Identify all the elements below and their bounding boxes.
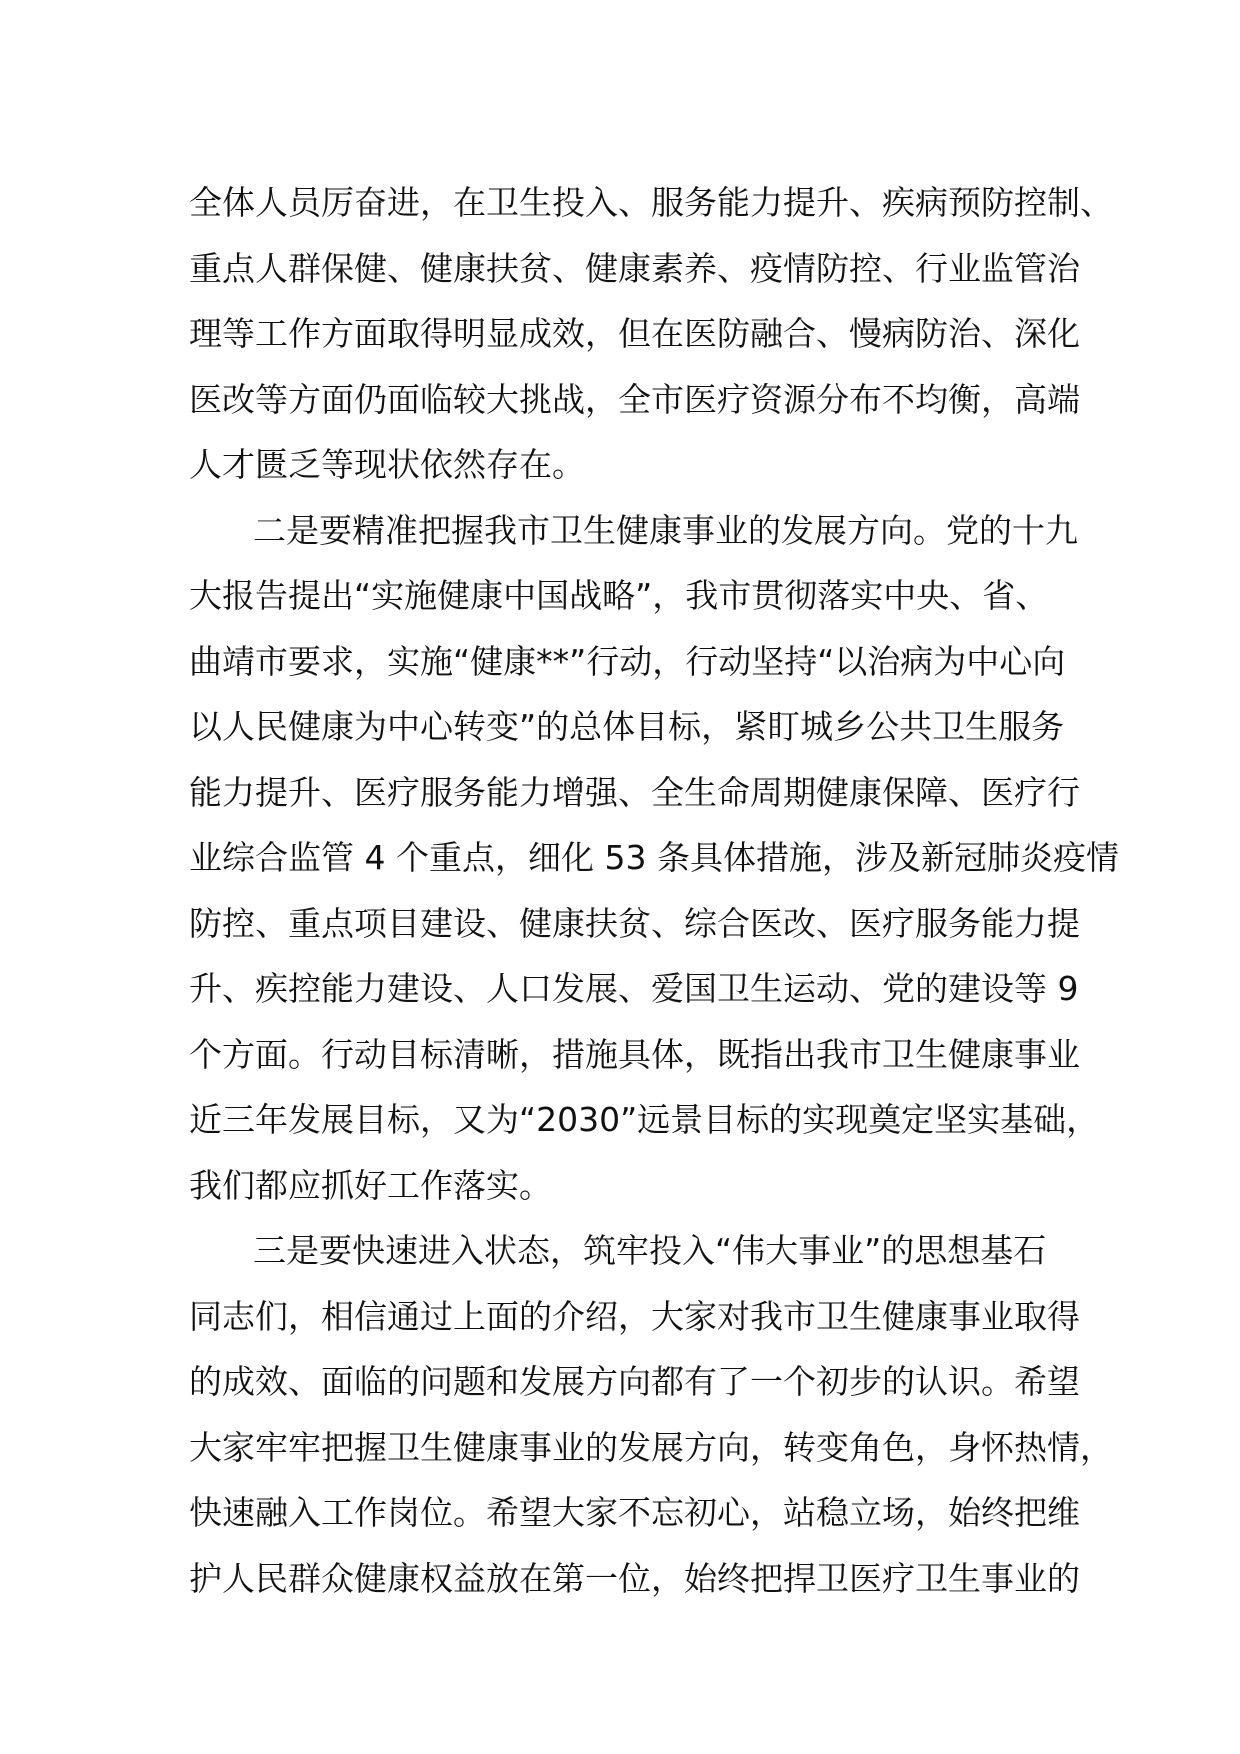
text-line: 大家牢牢把握卫生健康事业的发展方向，转变角色，身怀热情， <box>189 1427 1113 1467</box>
text-line: 能力提升、医疗服务能力增强、全生命周期健康保障、医疗行 <box>189 772 1080 812</box>
paragraph-start-line: 二是要精准把握我市卫生健康事业的发展方向。党的十九 <box>253 510 1078 550</box>
text-line: 业综合监管 4 个重点，细化 53 条具体措施，涉及新冠肺炎疫情 <box>189 838 1119 877</box>
text-line: 理等工作方面取得明显成效，但在医防融合、慢病防治、深化 <box>189 314 1080 353</box>
text-line: 快速融入工作岗位。希望大家不忘初心，站稳立场，始终把维 <box>189 1493 1080 1532</box>
text-line: 的成效、面临的问题和发展方向都有了一个初步的认识。希望 <box>189 1362 1080 1401</box>
text-line: 人才匮乏等现状依然存在。 <box>189 445 585 484</box>
text-line: 护人民群众健康权益放在第一位，始终把捍卫医疗卫生事业的 <box>189 1558 1080 1598</box>
text-line: 近三年发展目标，又为“2030”远景目标的实现奠定坚实基础， <box>189 1100 1100 1139</box>
text-line: 全体人员厉奋进，在卫生投入、服务能力提升、疾病预防控制、 <box>189 183 1113 222</box>
text-line: 以人民健康为中心转变”的总体目标，紧盯城乡公共卫生服务 <box>189 707 1065 746</box>
text-line: 大报告提出“实施健康中国战略”，我市贯彻落实中央、省、 <box>189 576 1049 615</box>
text-line: 升、疾控能力建设、人口发展、爱国卫生运动、党的建设等 9 <box>189 969 1079 1008</box>
paragraph-start-line: 三是要快速进入状态，筑牢投入“伟大事业”的思想基石 <box>253 1231 1047 1270</box>
text-line: 重点人群保健、健康扶贫、健康素养、疫情防控、行业监管治 <box>189 248 1080 288</box>
text-line: 个方面。行动目标清晰，措施具体，既指出我市卫生健康事业 <box>189 1034 1080 1074</box>
body-text <box>189 170 1119 1611</box>
text-line: 曲靖市要求，实施“健康**”行动，行动坚持“以治病为中心向 <box>189 641 1066 681</box>
text-line: 同志们，相信通过上面的介绍，大家对我市卫生健康事业取得 <box>189 1296 1080 1336</box>
text-line: 防控、重点项目建设、健康扶贫、综合医改、医疗服务能力提 <box>189 903 1080 943</box>
text-line: 医改等方面仍面临较大挑战，全市医疗资源分布不均衡，高端 <box>189 379 1080 419</box>
text-line: 我们都应抓好工作落实。 <box>189 1165 552 1205</box>
